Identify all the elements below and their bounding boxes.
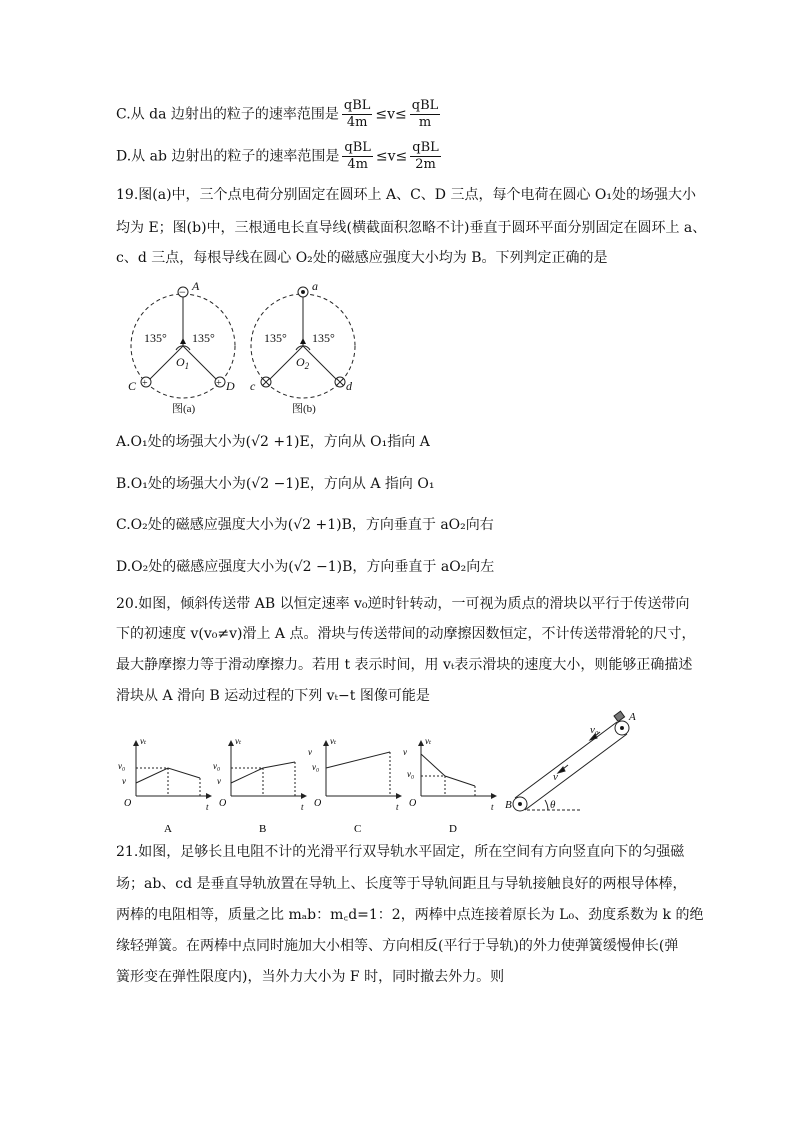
y-tick-label: v — [122, 776, 126, 786]
q19-option-b: B.O₁处的场强大小为(√2 −1)E，方向从 A 指向 O₁ — [116, 476, 435, 492]
q20-stem-line-4: 滑块从 A 滑向 B 运动过程的下列 vₜ−t 图像可能是 — [116, 688, 430, 704]
graph-option-label: C — [354, 823, 362, 835]
fraction: $\frac{\text{qBL}}{4m}$ — [343, 98, 371, 130]
y-tick-label: v — [403, 747, 407, 757]
vt-graph-C — [308, 736, 402, 835]
sign-top: − — [179, 285, 186, 299]
q19-option-a: A.O₁处的场强大小为(√2 +1)E，方向从 O₁指向 A — [116, 434, 430, 450]
origin-label: O — [124, 798, 132, 809]
y-axis-label: vₜ — [140, 736, 147, 746]
y-axis-arrow — [418, 740, 424, 746]
vt-graph-B — [213, 736, 307, 835]
label-c: c — [250, 379, 256, 393]
vt-curve — [326, 752, 390, 768]
center-label: $O_2$ — [296, 355, 310, 371]
y-tick-label: v₀ — [213, 761, 221, 771]
q18-option-c — [116, 98, 443, 131]
angle-right: 135° — [192, 331, 215, 345]
origin-label: O — [409, 798, 417, 809]
belt-label-theta: θ — [550, 799, 556, 811]
q19-option-c: C.O₂处的磁感应强度大小为(√2 +1)B，方向垂直于 aO₂向右 — [116, 517, 494, 533]
angle-right: 135° — [312, 331, 335, 345]
q19-figures — [118, 278, 368, 418]
fraction: $\frac{\text{qBL}}{m}$ — [411, 98, 439, 130]
y-tick-label: v — [308, 747, 312, 757]
q21-stem-line-5: 簧形变在弹性限度内)，当外力大小为 F 时，同时撤去外力。则 — [116, 969, 505, 985]
q18-option-d — [116, 140, 444, 173]
x-axis-label: t — [396, 802, 399, 812]
x-axis-arrow — [206, 793, 212, 799]
vt-graph-D — [403, 736, 497, 835]
y-axis-arrow — [228, 740, 234, 746]
y-axis-label: vₜ — [330, 736, 337, 746]
x-axis-arrow — [491, 793, 497, 799]
fraction: $\frac{\text{qBL}}{2m}$ — [412, 140, 439, 172]
q21-stem-line-1: 21.如图，足够长且电阻不计的光滑平行双导轨水平固定，所在空间有方向竖直向下的匀强磁 — [116, 844, 685, 860]
inequality: ≤v≤ — [375, 148, 408, 165]
q20-stem-line-2: 下的初速度 v(v₀≠v)滑上 A 点。滑块与传送带间的动摩擦因数恒定，不计传送带滑轮的尺寸， — [116, 626, 696, 642]
x-axis-arrow — [301, 793, 307, 799]
q19-stem-line-1: 19.图(a)中，三个点电荷分别固定在圆环上 A、C、D 三点，每个电荷在圆心 O₁处的场强大小 — [116, 187, 697, 203]
caption-b: 图(b) — [292, 403, 316, 415]
x-axis-label: t — [206, 802, 209, 812]
vt-curve — [421, 754, 475, 786]
y-tick-label: v — [217, 776, 221, 786]
belt-label-v0: v₀ — [590, 724, 599, 736]
graph-option-label: D — [449, 823, 457, 835]
q21-stem-line-4: 缘轻弹簧。在两棒中点同时施加大小相等、方向相反(平行于导轨)的外力使弹簧缓慢伸长(弹 — [116, 938, 679, 954]
y-axis-arrow — [133, 740, 139, 746]
y-tick-label: v₀ — [312, 762, 320, 772]
q20-stem-line-1: 20.如图，倾斜传送带 AB 以恒定速率 v₀逆时针转动，一可视为质点的滑块以平行于传送带向 — [116, 596, 690, 612]
q18-option-c-text: C.从 da 边射出的粒子的速率范围是 — [116, 106, 339, 123]
caption-a: 图(a) — [172, 403, 196, 415]
x-axis-label: t — [301, 802, 304, 812]
origin-label: O — [219, 798, 227, 809]
q20-figures — [120, 710, 640, 840]
q21-stem-line-3: 两棒的电阻相等，质量之比 mₐb：m꜀d=1：2，两棒中点连接着原长为 L₀、劲度系数为 k 的绝 — [116, 907, 704, 923]
angle-left: 135° — [144, 331, 167, 345]
y-tick-label: v₀ — [407, 769, 415, 779]
belt-label-B: B — [505, 799, 512, 811]
center-label: $O_1$ — [176, 355, 190, 371]
x-axis-label: t — [491, 802, 494, 812]
belt-label-A: A — [629, 711, 636, 723]
label-A: A — [192, 279, 200, 293]
q19-option-d: D.O₂处的磁感应强度大小为(√2 −1)B，方向垂直于 aO₂向左 — [116, 559, 495, 575]
label-D: D — [226, 379, 235, 393]
sign-left: + — [142, 378, 148, 389]
vt-graph-A — [118, 736, 212, 835]
y-axis-arrow — [323, 740, 329, 746]
x-axis-arrow — [396, 793, 402, 799]
q19-stem-line-3: c、d 三点，每根导线在圆心 O₂处的磁感应强度大小均为 B。下列判定正确的是 — [116, 250, 608, 266]
conveyor-belt — [513, 711, 629, 811]
graph-option-label: B — [259, 823, 267, 835]
q21-stem-line-2: 场；ab、cd 是垂直导轨放置在导轨上、长度等于导轨间距且与导轨接触良好的两根导体棒， — [116, 876, 687, 892]
label-d: d — [346, 379, 352, 393]
label-a: a — [312, 279, 318, 293]
origin-label: O — [314, 798, 322, 809]
angle-left: 135° — [264, 331, 287, 345]
q19-stem-line-2: 均为 E；图(b)中，三根通电长直导线(横截面积忽略不计)垂直于圆环平面分别固定在圆环上 a、 — [116, 220, 707, 236]
sign-right: + — [216, 378, 222, 389]
q20-stem-line-3: 最大静摩擦力等于滑动摩擦力。若用 t 表示时间，用 vₜ表示滑块的速度大小，则能够正确描述 — [116, 657, 693, 673]
y-axis-label: vₜ — [425, 736, 432, 746]
slider-block — [614, 711, 625, 721]
y-tick-label: v₀ — [118, 761, 126, 771]
belt-label-v: v — [553, 771, 558, 783]
y-axis-label: vₜ — [235, 736, 242, 746]
label-C: C — [128, 379, 137, 393]
fraction: $\frac{\text{qBL}}{4m}$ — [344, 140, 371, 172]
inequality: ≤v≤ — [375, 106, 407, 123]
graph-option-label: A — [164, 823, 172, 835]
q18-option-d-text: D.从 ab 边射出的粒子的速率范围是 — [116, 148, 340, 165]
